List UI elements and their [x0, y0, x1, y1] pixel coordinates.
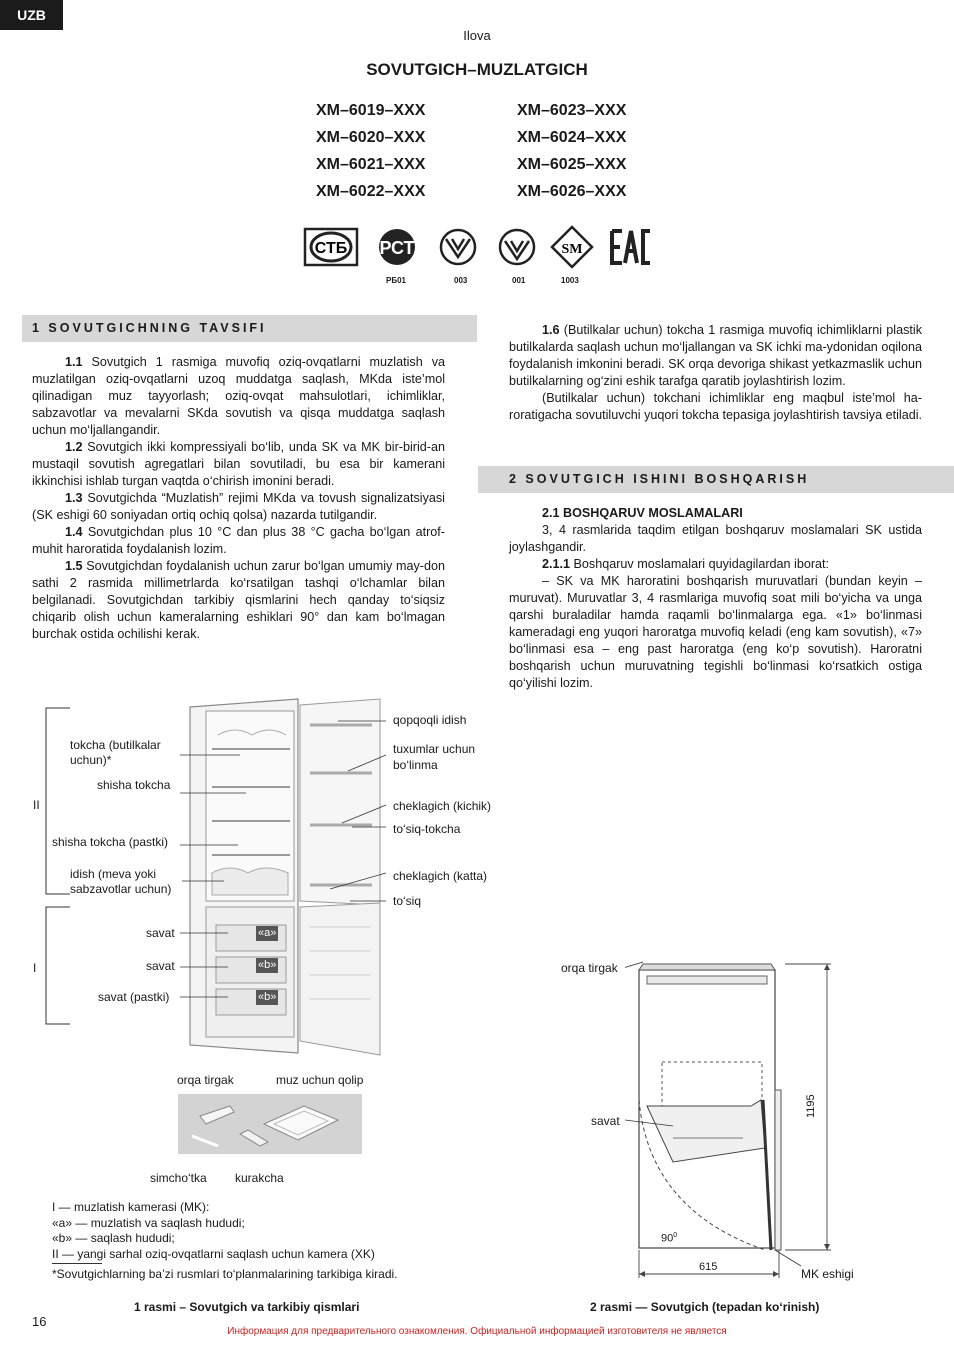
callout-label: to‘siq — [393, 894, 422, 908]
paragraph: 1.1 Sovutgich 1 rasmiga muvofiq oziq-ovqatlarni muzlatish va muzlatilgan oziq-ovqatlarni uzoq muddatga saqlash, MKda iste’mol qilinadigan muz tayyorlash; oziq-ovqat mahsulotlari, ichimliklar, sabzavotlar va mevalarni SKda sovutish va qisqa muddatga saqlash uchun mo‘ljallangandir. — [32, 355, 445, 437]
svg-text:SM: SM — [561, 242, 583, 257]
footnote: *Sovutgichlarning ba’zi rusmlari to‘planmalarining tarkibiga kiradi. — [52, 1267, 398, 1281]
paragraph: 1.3 Sovutgichda “Muzlatish” rejimi MKda va tovush signalizatsiyasi (SK eshigi 60 soniyadan ortiq ochiq qolsa) nazarda tutilgandir. — [32, 491, 445, 522]
stb-mark-icon — [305, 229, 357, 265]
figure1-caption: 1 rasmi – Sovutgich va tarkibiy qismlari — [134, 1300, 360, 1314]
ua-mark-icon — [441, 230, 475, 264]
section-heading-2: 2 SOVUTGICH ISHINI BOSHQARISH — [478, 466, 954, 493]
callout-label: cheklagich (kichik) — [393, 799, 492, 813]
model-item: ХМ–6019–ХХХ — [316, 102, 426, 119]
callout-label: tuxumlar uchun — [393, 742, 476, 756]
accessories-illustration — [178, 1094, 362, 1154]
models-right — [517, 97, 626, 205]
callout-label: bo‘linma — [393, 758, 438, 772]
callout-label: sabzavotlar uchun) — [70, 882, 172, 896]
paragraph: 2.1.1 Boshqaruv moslamalari quyidagilardan iborat: — [542, 557, 830, 571]
model-item: ХМ–6022–ХХХ — [316, 183, 426, 200]
svg-text:РСТ: РСТ — [379, 238, 415, 258]
paragraph: 1.2 Sovutgich ikki kompressiyali bo‘lib, unda SK va MK bir-birid-an mustaqil sovutish agregatlari bilan sovutiladi, bu esa bir kamerani ikkinchisi ishlab turgan vaqtda o‘chirish imonini beradi. — [32, 440, 445, 488]
fig2-label: MK eshigi — [801, 1267, 854, 1281]
figure1-legend — [52, 1200, 375, 1262]
callout-label: uchun)* — [70, 753, 112, 767]
paragraph: 1.4 Sovutgichdan plus 10 °C dan plus 38 °C gacha bo‘lgan atrof-muhit haroratida foydalanish lozim. — [32, 525, 445, 556]
figure2-caption: 2 rasmi — Sovutgich (tepadan ko‘rinish) — [590, 1300, 820, 1314]
model-item: ХМ–6023–ХХХ — [517, 102, 627, 119]
svg-text:СТБ: СТБ — [314, 240, 348, 257]
callout-label: cheklagich (katta) — [393, 869, 488, 883]
zone-label: I — [33, 961, 37, 975]
angle-label: $90^0$ — [661, 1232, 678, 1245]
appendix-label: Ilova — [463, 28, 491, 43]
paragraph: 1.6 (Butilkalar uchun) tokcha 1 rasmiga muvofiq ichimliklarni plastik butilkalarda saqlash uchun mo‘ljallangan va SK ichki ma-ydonidan oqilona foydalanish imkonini beradi. SK orqa devoriga shikast yetkazmaslik uchun butilkalarning og‘zini eshik tarafga qaratib joylashtirish lozim. — [509, 323, 922, 388]
section-heading-1: 1 SOVUTGICHNING TAVSIFI — [22, 315, 477, 342]
col2-text — [509, 322, 922, 424]
page-number: 16 — [32, 1314, 47, 1329]
accessory-label: simcho‘tka — [150, 1171, 207, 1185]
basket-mark: «a» — [258, 927, 277, 939]
models-left — [316, 97, 425, 205]
fig2-label: savat — [591, 1114, 620, 1128]
legend-item: «b» — saqlash hududi; — [52, 1231, 175, 1245]
page-title: SOVUTGICH–MUZLATGICH — [366, 60, 588, 79]
model-item: ХМ–6024–ХХХ — [517, 129, 627, 146]
cert-number: 1003 — [561, 276, 579, 285]
model-item: ХМ–6021–ХХХ — [316, 156, 426, 173]
legend-item: «a» — muzlatish va saqlash hududi; — [52, 1215, 245, 1230]
callout-label: savat — [146, 926, 175, 940]
paragraph: 3, 4 rasmlarida taqdim etilgan boshqaruv moslamalari SK ustida joylashgandir. — [509, 523, 922, 554]
model-item: ХМ–6020–ХХХ — [316, 129, 426, 146]
model-item: ХМ–6025–ХХХ — [517, 156, 627, 173]
width-dimension: 615 — [699, 1261, 718, 1273]
language-tag: UZB — [0, 0, 63, 30]
footnote-rule — [52, 1263, 102, 1264]
section2-text — [509, 505, 922, 692]
legend-item: II — yangi sarhal oziq-ovqatlarni saqlash uchun kamera (XK) — [52, 1246, 375, 1261]
subheading: 2.1 BOSHQARUV MOSLAMALARI — [542, 506, 743, 520]
sm-mark-icon — [552, 227, 592, 267]
callout-label: tokcha (butilkalar — [70, 738, 161, 752]
paragraph: (Butilkalar uchun) tokchani ichimliklar eng maqbul iste’mol ha-roratigacha sovutiluvchi yuqori tokcha tepasiga joylashtirish tavsiya etiladi. — [509, 391, 923, 422]
paragraph: 1.5 Sovutgichdan foydalanish uchun zarur bo‘lgan umumiy may-don sathi 2 rasmida millimetrlarda ko‘rsatilgan tashqi o‘lchamlar bilan belgilanadi. Sovutgichdan tarkibiy qismlarini hech qanday to‘siqsiz chiqarib olish uchun kameralarning eshiklari 90° dan kam bo‘lmagan burchak ostida ochilishi kerak. — [32, 559, 445, 641]
height-dimension: 1195 — [805, 1094, 817, 1118]
cert-number: 001 — [512, 276, 526, 285]
certification-marks — [300, 225, 660, 270]
section1-text — [32, 354, 445, 643]
eac-mark-icon — [612, 231, 650, 263]
paragraph: – SK va MK haroratini boshqarish muruvatlari (bundan keyin – muruvat). Muruvatlar 3, 4 rasmlariga muvofiq soat mili bo‘yicha va unga qarshi buraladilar hamda raqamli bo‘linmalarga ega. «1» bo‘linmasi kameradagi eng yuqori haroratga muvofiq keladi (eng kam sovutish), «7» bo‘linmasi esa – eng past haroratga (eng ko‘p sovutish). Haroratni boshqarish uchun muruvatning tegishli bo‘linmasi ko‘rsatkich ostiga qo‘yilishi lozim. — [509, 574, 922, 690]
cert-number: РБ01 — [386, 276, 406, 285]
zone-label: II — [33, 798, 40, 812]
accessory-label: muz uchun qolip — [276, 1073, 364, 1087]
callout-label: savat (pastki) — [98, 990, 170, 1004]
top-view-illustration — [625, 950, 855, 1290]
callout-label: to‘siq-tokcha — [393, 822, 461, 836]
accessory-label: kurakcha — [235, 1171, 284, 1185]
basket-mark: «b» — [258, 991, 277, 1003]
accessory-label: orqa tirgak — [177, 1073, 234, 1087]
disclaimer-footer: Информация для предварительного ознакомления. Официальной информацией изготовителя не является — [227, 1326, 727, 1337]
callout-label: shisha tokcha — [97, 778, 171, 792]
callout-label: shisha tokcha (pastki) — [52, 835, 169, 849]
callout-label: idish (meva yoki — [70, 867, 157, 881]
pct-mark-icon — [379, 229, 415, 265]
basket-mark: «b» — [258, 959, 277, 971]
cert-number: 003 — [454, 276, 468, 285]
legend-item: I — muzlatish kamerasi (MK): — [52, 1200, 210, 1214]
callout-label: savat — [146, 959, 175, 973]
callout-label: qopqoqli idish — [393, 713, 467, 727]
model-item: ХМ–6026–ХХХ — [517, 183, 627, 200]
kz-mark-icon — [500, 230, 534, 264]
fig2-label: orqa tirgak — [561, 961, 618, 975]
